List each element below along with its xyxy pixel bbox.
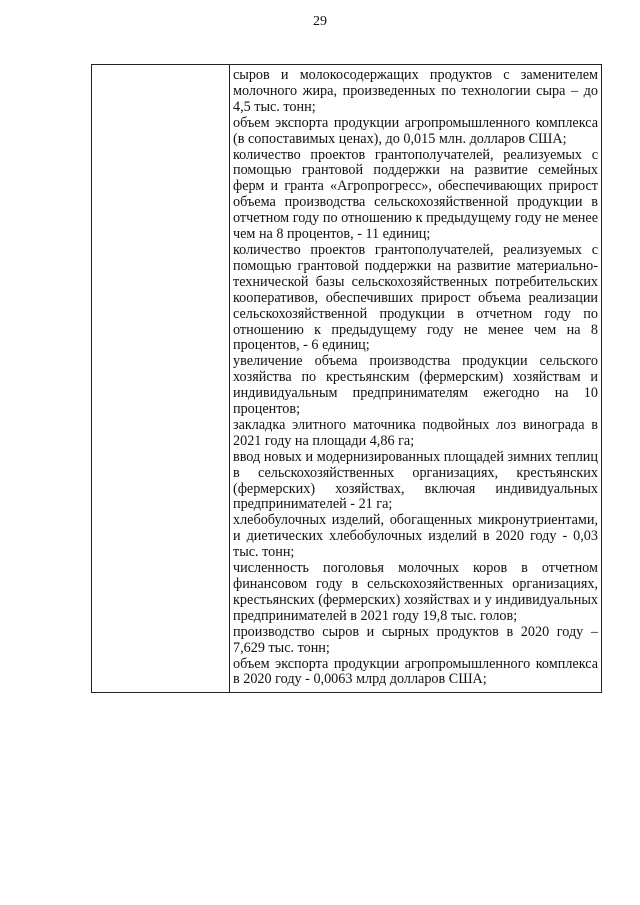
list-item-family-farm-grants: количество проектов грантополучателей, реализуемых с помощью грантовой поддержки на развитие семейных ферм и гранта «Агропрогресс», обеспечивающих прирост объема производства сельскохозяйственной продукции в отчетном году по отношению к предыдущему году не менее чем на 8 процентов, - 11 единиц; [233, 146, 598, 243]
list-item-bakery: хлебобулочных изделий, обогащенных микронутриентами, и диетических хлебобулочных изделий в 2020 году - 0,03 тыс. тонн; [233, 512, 598, 561]
document-table [91, 64, 602, 693]
list-item-export-2020: объем экспорта продукции агропромышленного комплекса в 2020 году - 0,0063 млрд долларов США; [233, 655, 598, 688]
list-item-cheese-production: производство сыров и сырных продуктов в 2020 году – 7,629 тыс. тонн; [233, 623, 598, 656]
table-left-cell [92, 65, 230, 692]
list-item-greenhouses: ввод новых и модернизированных площадей зимних теплиц в сельскохозяйственных организациях, крестьянских (фермерских) хозяйствах, включая индивидуальных предпринимателей - 21 га; [233, 448, 598, 513]
list-item-cooperative-grants: количество проектов грантополучателей, реализуемых с помощью грантовой поддержки на развитие материально-технической базы сельскохозяйственных потребительских кооперативов, обеспечивших прирост объема реализации сельскохозяйственной продукции в отчетном году по отношению к предыдущему году не менее чем на 8 процентов, - 6 единиц; [233, 241, 598, 354]
list-item-dairy-cows: численность поголовья молочных коров в отчетном финансовом году в сельскохозяйственных организациях, крестьянских (фермерских) хозяйствах и у индивидуальных предпринимателей в 2021 году 19,8 тыс. голов; [233, 560, 598, 624]
table-right-cell [230, 65, 601, 692]
list-item-export-volume: объем экспорта продукции агропромышленного комплекса (в сопоставимых ценах), до 0,015 млн. долларов США; [233, 114, 598, 147]
list-item-production-increase: увеличение объема производства продукции сельского хозяйства по крестьянским (фермерским) хозяйствам и индивидуальным предпринимателям ежегодно на 10 процентов; [233, 353, 598, 418]
list-item-vineyard: закладка элитного маточника подвойных лоз винограда в 2021 году на площади 4,86 га; [233, 416, 598, 449]
list-item-cheese-substitute: сыров и молокосодержащих продуктов с заменителем молочного жира, произведенных по технологии сыра – до 4,5 тыс. тонн; [233, 67, 598, 115]
page-number: 29 [313, 14, 327, 29]
